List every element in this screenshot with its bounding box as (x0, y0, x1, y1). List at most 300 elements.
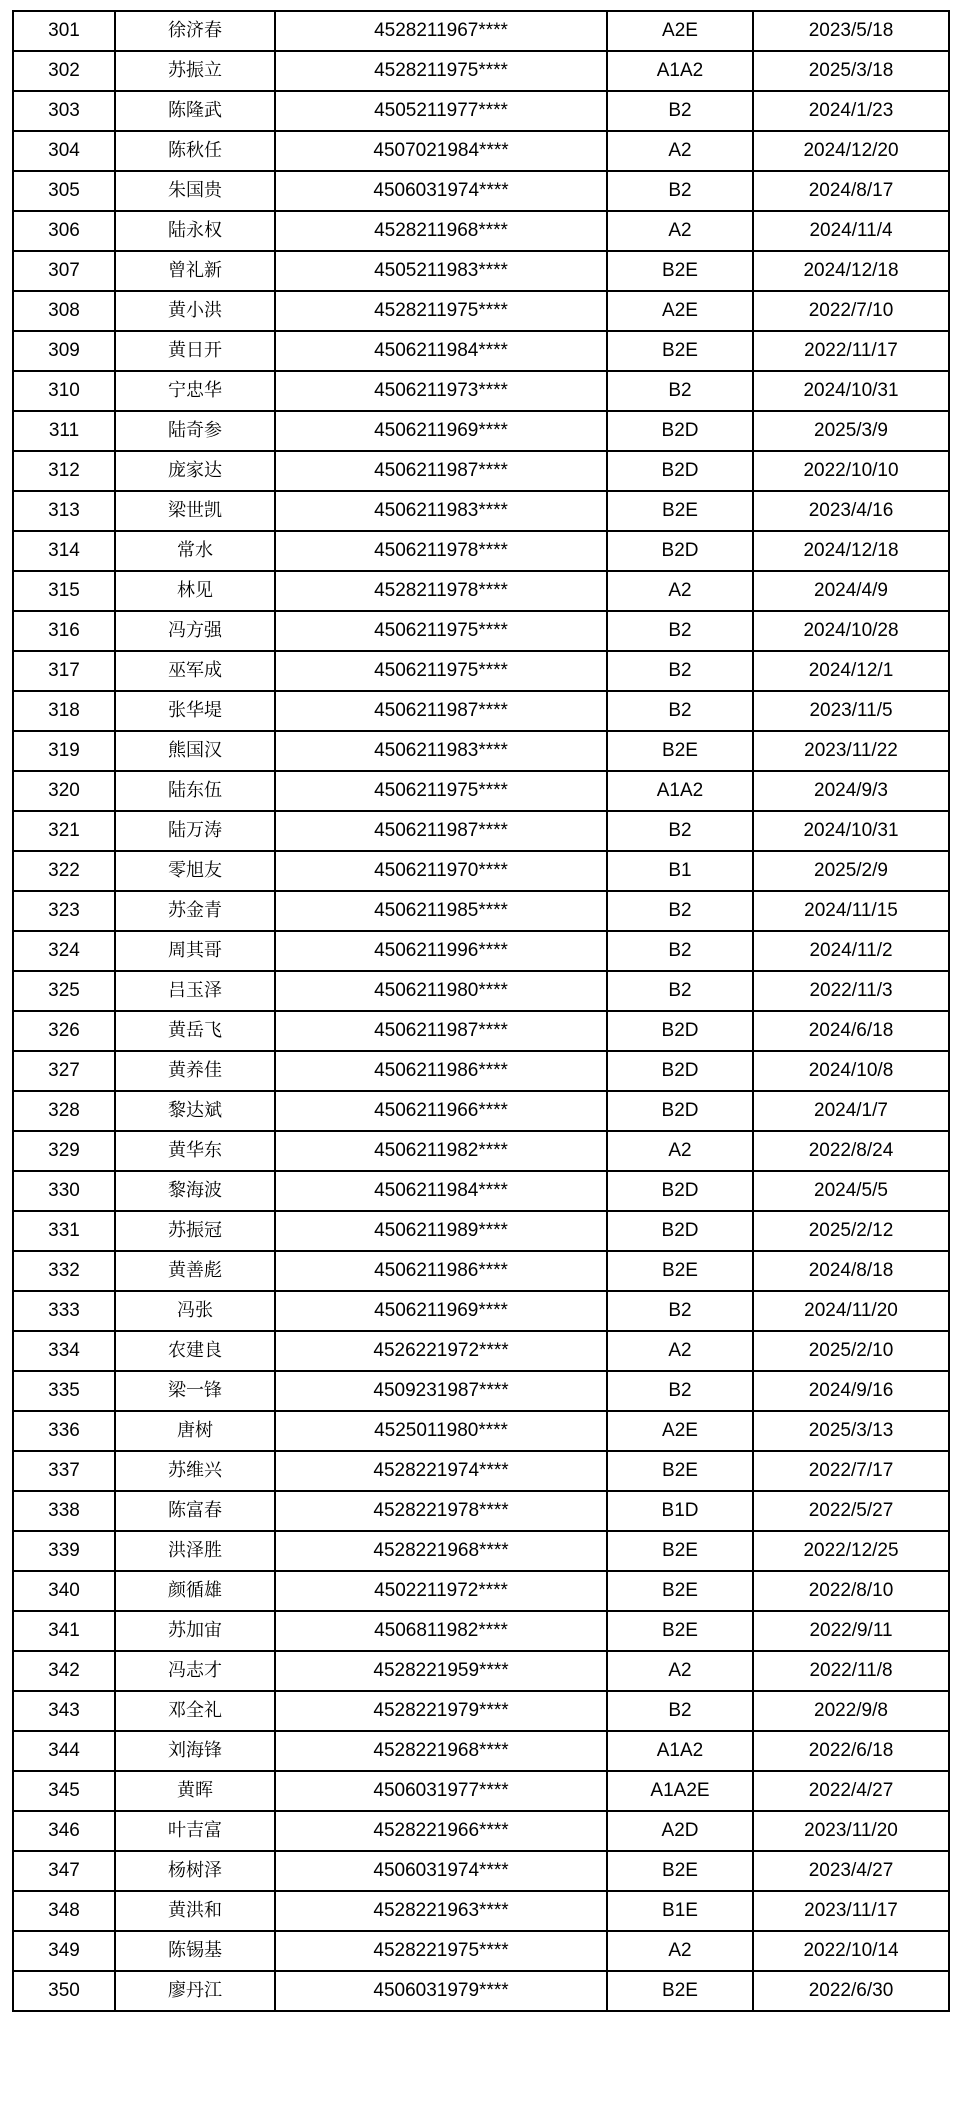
license-class-cell: B2E (607, 1251, 753, 1291)
license-class-cell: B2 (607, 171, 753, 211)
name-cell: 苏维兴 (115, 1451, 275, 1491)
serial-number-cell: 304 (13, 131, 115, 171)
table-row (13, 891, 949, 931)
table-row (13, 1331, 949, 1371)
serial-number-cell: 303 (13, 91, 115, 131)
license-class-cell: B2E (607, 1571, 753, 1611)
name-cell: 黎达斌 (115, 1091, 275, 1131)
serial-number-cell: 332 (13, 1251, 115, 1291)
table-row (13, 1931, 949, 1971)
date-cell: 2023/11/5 (753, 691, 949, 731)
name-cell: 黎海波 (115, 1171, 275, 1211)
date-cell: 2022/7/10 (753, 291, 949, 331)
id-number-cell: 4528221978**** (275, 1491, 607, 1531)
id-number-cell: 4528211975**** (275, 51, 607, 91)
serial-number-cell: 339 (13, 1531, 115, 1571)
serial-number-cell: 340 (13, 1571, 115, 1611)
name-cell: 零旭友 (115, 851, 275, 891)
license-class-cell: B1D (607, 1491, 753, 1531)
license-class-cell: B2 (607, 1691, 753, 1731)
records-table-body (13, 11, 949, 2011)
name-cell: 颜循雄 (115, 1571, 275, 1611)
license-class-cell: B2E (607, 1531, 753, 1571)
id-number-cell: 4506031974**** (275, 1851, 607, 1891)
serial-number-cell: 346 (13, 1811, 115, 1851)
table-row (13, 1651, 949, 1691)
table-row (13, 1371, 949, 1411)
serial-number-cell: 349 (13, 1931, 115, 1971)
date-cell: 2022/6/18 (753, 1731, 949, 1771)
name-cell: 刘海锋 (115, 1731, 275, 1771)
table-row (13, 91, 949, 131)
serial-number-cell: 334 (13, 1331, 115, 1371)
license-class-cell: B2D (607, 1051, 753, 1091)
serial-number-cell: 321 (13, 811, 115, 851)
table-row (13, 1011, 949, 1051)
date-cell: 2024/4/9 (753, 571, 949, 611)
name-cell: 黄小洪 (115, 291, 275, 331)
name-cell: 苏加宙 (115, 1611, 275, 1651)
table-row (13, 1611, 949, 1651)
date-cell: 2024/10/31 (753, 371, 949, 411)
date-cell: 2023/11/17 (753, 1891, 949, 1931)
serial-number-cell: 306 (13, 211, 115, 251)
id-number-cell: 4506031979**** (275, 1971, 607, 2011)
date-cell: 2025/3/9 (753, 411, 949, 451)
serial-number-cell: 347 (13, 1851, 115, 1891)
name-cell: 苏金青 (115, 891, 275, 931)
name-cell: 黄晖 (115, 1771, 275, 1811)
date-cell: 2024/6/18 (753, 1011, 949, 1051)
name-cell: 黄华东 (115, 1131, 275, 1171)
table-row (13, 11, 949, 51)
serial-number-cell: 329 (13, 1131, 115, 1171)
name-cell: 陆万涛 (115, 811, 275, 851)
id-number-cell: 4506211973**** (275, 371, 607, 411)
serial-number-cell: 315 (13, 571, 115, 611)
table-row (13, 571, 949, 611)
date-cell: 2024/11/15 (753, 891, 949, 931)
id-number-cell: 4528221966**** (275, 1811, 607, 1851)
table-row (13, 1451, 949, 1491)
date-cell: 2024/9/16 (753, 1371, 949, 1411)
serial-number-cell: 318 (13, 691, 115, 731)
name-cell: 陈隆武 (115, 91, 275, 131)
license-class-cell: B2D (607, 1211, 753, 1251)
date-cell: 2024/12/18 (753, 251, 949, 291)
serial-number-cell: 323 (13, 891, 115, 931)
date-cell: 2024/5/5 (753, 1171, 949, 1211)
serial-number-cell: 314 (13, 531, 115, 571)
name-cell: 周其哥 (115, 931, 275, 971)
date-cell: 2024/9/3 (753, 771, 949, 811)
license-class-cell: B2E (607, 731, 753, 771)
id-number-cell: 4502211972**** (275, 1571, 607, 1611)
license-class-cell: A2 (607, 571, 753, 611)
serial-number-cell: 330 (13, 1171, 115, 1211)
serial-number-cell: 331 (13, 1211, 115, 1251)
license-class-cell: B2E (607, 1851, 753, 1891)
date-cell: 2022/11/3 (753, 971, 949, 1011)
license-class-cell: A2 (607, 211, 753, 251)
table-row (13, 771, 949, 811)
table-row (13, 531, 949, 571)
license-class-cell: A1A2 (607, 771, 753, 811)
table-row (13, 1771, 949, 1811)
id-number-cell: 4506031977**** (275, 1771, 607, 1811)
license-class-cell: B2 (607, 971, 753, 1011)
table-row (13, 1251, 949, 1291)
id-number-cell: 4506211983**** (275, 491, 607, 531)
serial-number-cell: 348 (13, 1891, 115, 1931)
name-cell: 徐济春 (115, 11, 275, 51)
table-row (13, 1091, 949, 1131)
name-cell: 黄岳飞 (115, 1011, 275, 1051)
license-class-cell: B2E (607, 491, 753, 531)
date-cell: 2023/11/20 (753, 1811, 949, 1851)
table-row (13, 971, 949, 1011)
id-number-cell: 4528221975**** (275, 1931, 607, 1971)
license-class-cell: B2D (607, 1011, 753, 1051)
name-cell: 廖丹江 (115, 1971, 275, 2011)
serial-number-cell: 305 (13, 171, 115, 211)
date-cell: 2022/10/10 (753, 451, 949, 491)
license-class-cell: B2D (607, 1171, 753, 1211)
name-cell: 林见 (115, 571, 275, 611)
table-row (13, 1851, 949, 1891)
date-cell: 2023/11/22 (753, 731, 949, 771)
serial-number-cell: 342 (13, 1651, 115, 1691)
id-number-cell: 4528221959**** (275, 1651, 607, 1691)
table-row (13, 1971, 949, 2011)
name-cell: 黄洪和 (115, 1891, 275, 1931)
date-cell: 2022/12/25 (753, 1531, 949, 1571)
license-class-cell: B2 (607, 891, 753, 931)
serial-number-cell: 326 (13, 1011, 115, 1051)
date-cell: 2023/4/27 (753, 1851, 949, 1891)
serial-number-cell: 316 (13, 611, 115, 651)
id-number-cell: 4506211975**** (275, 651, 607, 691)
date-cell: 2024/12/20 (753, 131, 949, 171)
name-cell: 杨树泽 (115, 1851, 275, 1891)
table-row (13, 1691, 949, 1731)
license-class-cell: B2E (607, 1611, 753, 1651)
license-class-cell: B2 (607, 1291, 753, 1331)
serial-number-cell: 308 (13, 291, 115, 331)
serial-number-cell: 307 (13, 251, 115, 291)
name-cell: 黄养佳 (115, 1051, 275, 1091)
date-cell: 2024/12/18 (753, 531, 949, 571)
license-class-cell: A2E (607, 291, 753, 331)
serial-number-cell: 317 (13, 651, 115, 691)
name-cell: 庞家达 (115, 451, 275, 491)
id-number-cell: 4528221974**** (275, 1451, 607, 1491)
table-row (13, 1531, 949, 1571)
id-number-cell: 4506211969**** (275, 1291, 607, 1331)
name-cell: 苏振冠 (115, 1211, 275, 1251)
id-number-cell: 4506211978**** (275, 531, 607, 571)
id-number-cell: 4506211987**** (275, 811, 607, 851)
date-cell: 2022/8/10 (753, 1571, 949, 1611)
table-row (13, 1731, 949, 1771)
serial-number-cell: 310 (13, 371, 115, 411)
id-number-cell: 4506211983**** (275, 731, 607, 771)
name-cell: 冯方强 (115, 611, 275, 651)
date-cell: 2024/11/2 (753, 931, 949, 971)
date-cell: 2023/4/16 (753, 491, 949, 531)
license-class-cell: B2 (607, 691, 753, 731)
name-cell: 陈秋任 (115, 131, 275, 171)
table-row (13, 811, 949, 851)
license-class-cell: B2D (607, 531, 753, 571)
serial-number-cell: 320 (13, 771, 115, 811)
serial-number-cell: 341 (13, 1611, 115, 1651)
name-cell: 朱国贵 (115, 171, 275, 211)
table-row (13, 931, 949, 971)
id-number-cell: 4528221963**** (275, 1891, 607, 1931)
id-number-cell: 4528221968**** (275, 1531, 607, 1571)
date-cell: 2024/12/1 (753, 651, 949, 691)
table-row (13, 1291, 949, 1331)
table-row (13, 251, 949, 291)
id-number-cell: 4509231987**** (275, 1371, 607, 1411)
serial-number-cell: 324 (13, 931, 115, 971)
table-row (13, 131, 949, 171)
date-cell: 2025/3/13 (753, 1411, 949, 1451)
license-class-cell: A2 (607, 1131, 753, 1171)
id-number-cell: 4506811982**** (275, 1611, 607, 1651)
serial-number-cell: 319 (13, 731, 115, 771)
name-cell: 张华堤 (115, 691, 275, 731)
serial-number-cell: 333 (13, 1291, 115, 1331)
id-number-cell: 4506211987**** (275, 691, 607, 731)
id-number-cell: 4505211983**** (275, 251, 607, 291)
id-number-cell: 4506211985**** (275, 891, 607, 931)
date-cell: 2022/9/8 (753, 1691, 949, 1731)
table-row (13, 51, 949, 91)
serial-number-cell: 336 (13, 1411, 115, 1451)
id-number-cell: 4506211980**** (275, 971, 607, 1011)
name-cell: 洪泽胜 (115, 1531, 275, 1571)
id-number-cell: 4506211975**** (275, 611, 607, 651)
name-cell: 唐树 (115, 1411, 275, 1451)
table-row (13, 291, 949, 331)
date-cell: 2022/8/24 (753, 1131, 949, 1171)
name-cell: 巫军成 (115, 651, 275, 691)
license-class-cell: A1A2 (607, 1731, 753, 1771)
date-cell: 2022/5/27 (753, 1491, 949, 1531)
serial-number-cell: 322 (13, 851, 115, 891)
date-cell: 2024/11/4 (753, 211, 949, 251)
id-number-cell: 4506211986**** (275, 1051, 607, 1091)
license-class-cell: A2E (607, 11, 753, 51)
table-row (13, 371, 949, 411)
name-cell: 曾礼新 (115, 251, 275, 291)
name-cell: 冯志才 (115, 1651, 275, 1691)
id-number-cell: 4506211984**** (275, 331, 607, 371)
name-cell: 农建良 (115, 1331, 275, 1371)
table-row (13, 1811, 949, 1851)
id-number-cell: 4528211978**** (275, 571, 607, 611)
table-row (13, 851, 949, 891)
serial-number-cell: 350 (13, 1971, 115, 2011)
table-row (13, 1491, 949, 1531)
name-cell: 熊国汉 (115, 731, 275, 771)
license-class-cell: B2 (607, 811, 753, 851)
license-class-cell: A2 (607, 131, 753, 171)
license-class-cell: B2 (607, 371, 753, 411)
id-number-cell: 4506211987**** (275, 1011, 607, 1051)
date-cell: 2024/8/17 (753, 171, 949, 211)
name-cell: 邓全礼 (115, 1691, 275, 1731)
date-cell: 2022/10/14 (753, 1931, 949, 1971)
license-class-cell: B2D (607, 451, 753, 491)
license-class-cell: B2 (607, 931, 753, 971)
name-cell: 陈富春 (115, 1491, 275, 1531)
id-number-cell: 4505211977**** (275, 91, 607, 131)
serial-number-cell: 337 (13, 1451, 115, 1491)
serial-number-cell: 327 (13, 1051, 115, 1091)
id-number-cell: 4506211984**** (275, 1171, 607, 1211)
license-class-cell: B2E (607, 1971, 753, 2011)
date-cell: 2024/1/23 (753, 91, 949, 131)
table-row (13, 1411, 949, 1451)
date-cell: 2022/4/27 (753, 1771, 949, 1811)
license-class-cell: B2 (607, 651, 753, 691)
table-row (13, 411, 949, 451)
id-number-cell: 4506211996**** (275, 931, 607, 971)
table-row (13, 1171, 949, 1211)
table-row (13, 491, 949, 531)
id-number-cell: 4528211975**** (275, 291, 607, 331)
table-row (13, 1211, 949, 1251)
serial-number-cell: 325 (13, 971, 115, 1011)
id-number-cell: 4506211982**** (275, 1131, 607, 1171)
name-cell: 吕玉泽 (115, 971, 275, 1011)
serial-number-cell: 328 (13, 1091, 115, 1131)
license-class-cell: A2D (607, 1811, 753, 1851)
license-class-cell: A2 (607, 1331, 753, 1371)
id-number-cell: 4507021984**** (275, 131, 607, 171)
date-cell: 2024/10/28 (753, 611, 949, 651)
table-row (13, 691, 949, 731)
table-row (13, 731, 949, 771)
name-cell: 陆奇参 (115, 411, 275, 451)
table-row (13, 211, 949, 251)
date-cell: 2022/9/11 (753, 1611, 949, 1651)
license-class-cell: A1A2 (607, 51, 753, 91)
serial-number-cell: 311 (13, 411, 115, 451)
serial-number-cell: 302 (13, 51, 115, 91)
id-number-cell: 4506211966**** (275, 1091, 607, 1131)
date-cell: 2022/6/30 (753, 1971, 949, 2011)
id-number-cell: 4506211987**** (275, 451, 607, 491)
table-row (13, 171, 949, 211)
date-cell: 2022/7/17 (753, 1451, 949, 1491)
license-class-cell: B1E (607, 1891, 753, 1931)
id-number-cell: 4506211975**** (275, 771, 607, 811)
name-cell: 冯张 (115, 1291, 275, 1331)
date-cell: 2025/2/10 (753, 1331, 949, 1371)
table-row (13, 611, 949, 651)
license-class-cell: B2D (607, 411, 753, 451)
id-number-cell: 4528221968**** (275, 1731, 607, 1771)
id-number-cell: 4528211968**** (275, 211, 607, 251)
date-cell: 2024/1/7 (753, 1091, 949, 1131)
name-cell: 叶吉富 (115, 1811, 275, 1851)
serial-number-cell: 335 (13, 1371, 115, 1411)
license-class-cell: B1 (607, 851, 753, 891)
date-cell: 2022/11/17 (753, 331, 949, 371)
name-cell: 陈锡基 (115, 1931, 275, 1971)
license-class-cell: B2D (607, 1091, 753, 1131)
license-class-cell: B2E (607, 331, 753, 371)
table-row (13, 331, 949, 371)
serial-number-cell: 343 (13, 1691, 115, 1731)
license-class-cell: A2 (607, 1931, 753, 1971)
name-cell: 常水 (115, 531, 275, 571)
date-cell: 2025/2/12 (753, 1211, 949, 1251)
name-cell: 梁一锋 (115, 1371, 275, 1411)
table-row (13, 1051, 949, 1091)
license-class-cell: A1A2E (607, 1771, 753, 1811)
serial-number-cell: 313 (13, 491, 115, 531)
license-class-cell: B2 (607, 91, 753, 131)
name-cell: 梁世凯 (115, 491, 275, 531)
table-row (13, 651, 949, 691)
serial-number-cell: 344 (13, 1731, 115, 1771)
name-cell: 宁忠华 (115, 371, 275, 411)
serial-number-cell: 338 (13, 1491, 115, 1531)
table-row (13, 1891, 949, 1931)
license-class-cell: A2E (607, 1411, 753, 1451)
name-cell: 苏振立 (115, 51, 275, 91)
table-row (13, 451, 949, 491)
serial-number-cell: 309 (13, 331, 115, 371)
license-class-cell: B2 (607, 611, 753, 651)
date-cell: 2024/10/8 (753, 1051, 949, 1091)
date-cell: 2024/11/20 (753, 1291, 949, 1331)
records-table (12, 10, 950, 2012)
name-cell: 黄日开 (115, 331, 275, 371)
license-class-cell: B2E (607, 251, 753, 291)
name-cell: 陆东伍 (115, 771, 275, 811)
serial-number-cell: 312 (13, 451, 115, 491)
id-number-cell: 4506211969**** (275, 411, 607, 451)
id-number-cell: 4526221972**** (275, 1331, 607, 1371)
id-number-cell: 4528221979**** (275, 1691, 607, 1731)
name-cell: 黄善彪 (115, 1251, 275, 1291)
id-number-cell: 4506211986**** (275, 1251, 607, 1291)
license-class-cell: B2E (607, 1451, 753, 1491)
date-cell: 2023/5/18 (753, 11, 949, 51)
table-row (13, 1571, 949, 1611)
table-row (13, 1131, 949, 1171)
date-cell: 2024/10/31 (753, 811, 949, 851)
license-class-cell: B2 (607, 1371, 753, 1411)
name-cell: 陆永权 (115, 211, 275, 251)
serial-number-cell: 345 (13, 1771, 115, 1811)
serial-number-cell: 301 (13, 11, 115, 51)
id-number-cell: 4506031974**** (275, 171, 607, 211)
date-cell: 2024/8/18 (753, 1251, 949, 1291)
id-number-cell: 4506211989**** (275, 1211, 607, 1251)
id-number-cell: 4528211967**** (275, 11, 607, 51)
id-number-cell: 4506211970**** (275, 851, 607, 891)
id-number-cell: 4525011980**** (275, 1411, 607, 1451)
date-cell: 2025/3/18 (753, 51, 949, 91)
date-cell: 2025/2/9 (753, 851, 949, 891)
